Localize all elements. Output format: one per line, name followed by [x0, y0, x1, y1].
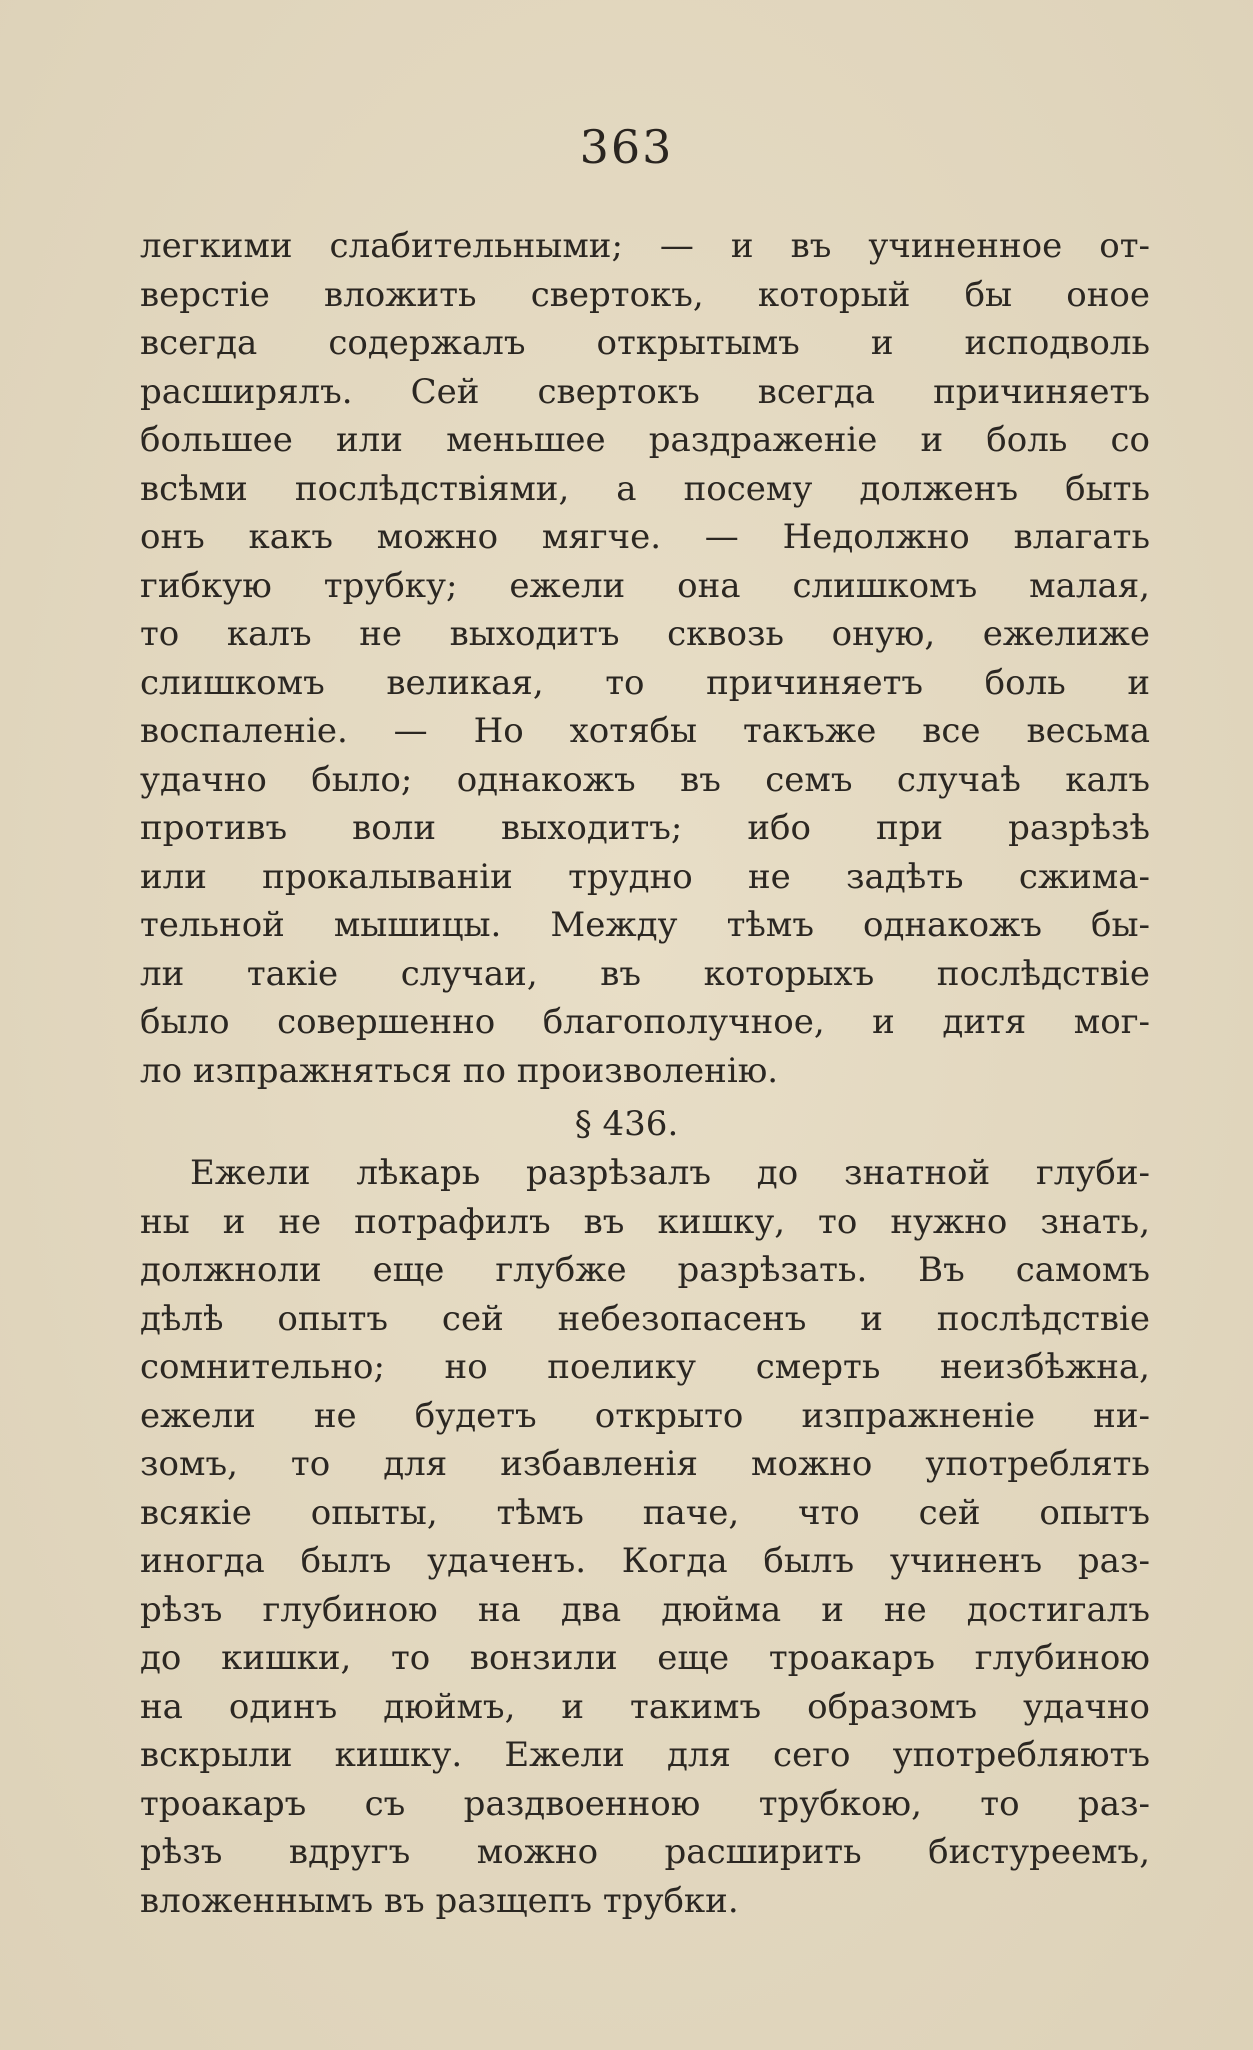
text-line: гибкую трубку; ежели она слишкомъ малая, [140, 565, 1150, 606]
text-line: всякіе опыты, тѣмъ паче, что сей опытъ [140, 1492, 1150, 1533]
text-line: иногда былъ удаченъ. Когда былъ учиненъ раз- [140, 1541, 1150, 1581]
text-line: зомъ, то для избавленія можно употреблять [140, 1444, 1150, 1484]
text-line: рѣзъ глубиною на два дюйма и не достигалъ [140, 1589, 1150, 1630]
text-line: верстіе вложить свертокъ, который бы оное [140, 274, 1150, 315]
text-line: легкими слабительными; — и въ учиненное от- [140, 226, 1150, 266]
paragraph-2 [140, 1149, 1150, 1925]
page-number: 363 [579, 120, 674, 174]
text-line: троакаръ съ раздвоенною трубкою, то раз- [140, 1783, 1150, 1824]
text-line: тельной мышицы. Между тѣмъ однакожъ бы- [140, 905, 1150, 945]
text-line: противъ воли выходитъ; ибо при разрѣзѣ [140, 808, 1150, 848]
section-heading: § 436. [574, 1104, 679, 1144]
text-line: онъ какъ можно мягче. — Недолжно влагать [140, 517, 1150, 557]
text-line: вложеннымъ въ разщепъ трубки. [140, 1880, 739, 1921]
text-line: было совершенно благополучное, и дитя мог- [140, 1002, 1150, 1042]
text-line: слишкомъ великая, то причиняетъ боль и [140, 662, 1150, 703]
text-line: сомнительно; но поелику смерть неизбѣжна, [140, 1347, 1150, 1387]
text-line: должноли еще глубже разрѣзать. Въ самомъ [140, 1250, 1150, 1290]
text-line: ли такіе случаи, въ которыхъ послѣдствіе [140, 953, 1150, 994]
text-line: дѣлѣ опытъ сей небезопасенъ и послѣдствіе [140, 1298, 1150, 1339]
text-line: Ежели лѣкарь разрѣзалъ до знатной глуби- [190, 1153, 1150, 1193]
text-line: всегда содержалъ открытымъ и исподволь [140, 323, 1150, 363]
text-line: всѣми послѣдствіями, а посему долженъ быть [140, 468, 1150, 509]
text-line: до кишки, то вонзили еще троакаръ глубиною [140, 1638, 1150, 1678]
text-line: вскрыли кишку. Ежели для сего употребляютъ [140, 1735, 1150, 1775]
text-line: ежели не будетъ открыто изпражненіе ни- [140, 1395, 1150, 1436]
text-line: то калъ не выходитъ сквозь оную, ежелиже [140, 614, 1150, 654]
text-line: ны и не потрафилъ въ кишку, то нужно знать, [140, 1201, 1150, 1242]
text-line: воспаленіе. — Но хотябы такъже все весьма [140, 711, 1150, 751]
text-line: на одинъ дюймъ, и такимъ образомъ удачно [140, 1686, 1150, 1727]
text-line: рѣзъ вдругъ можно расширить бистуреемъ, [140, 1832, 1150, 1872]
text-line: расширялъ. Сей свертокъ всегда причиняетъ [140, 371, 1150, 412]
text-line: большее или меньшее раздраженіе и боль со [140, 420, 1150, 460]
text-line: удачно было; однакожъ въ семъ случаѣ калъ [140, 759, 1150, 800]
text-line: или прокалываніи трудно не задѣть сжима- [140, 856, 1150, 897]
paragraph-1 [140, 222, 1150, 1095]
text-line: ло изпражняться по произволенію. [140, 1050, 779, 1091]
